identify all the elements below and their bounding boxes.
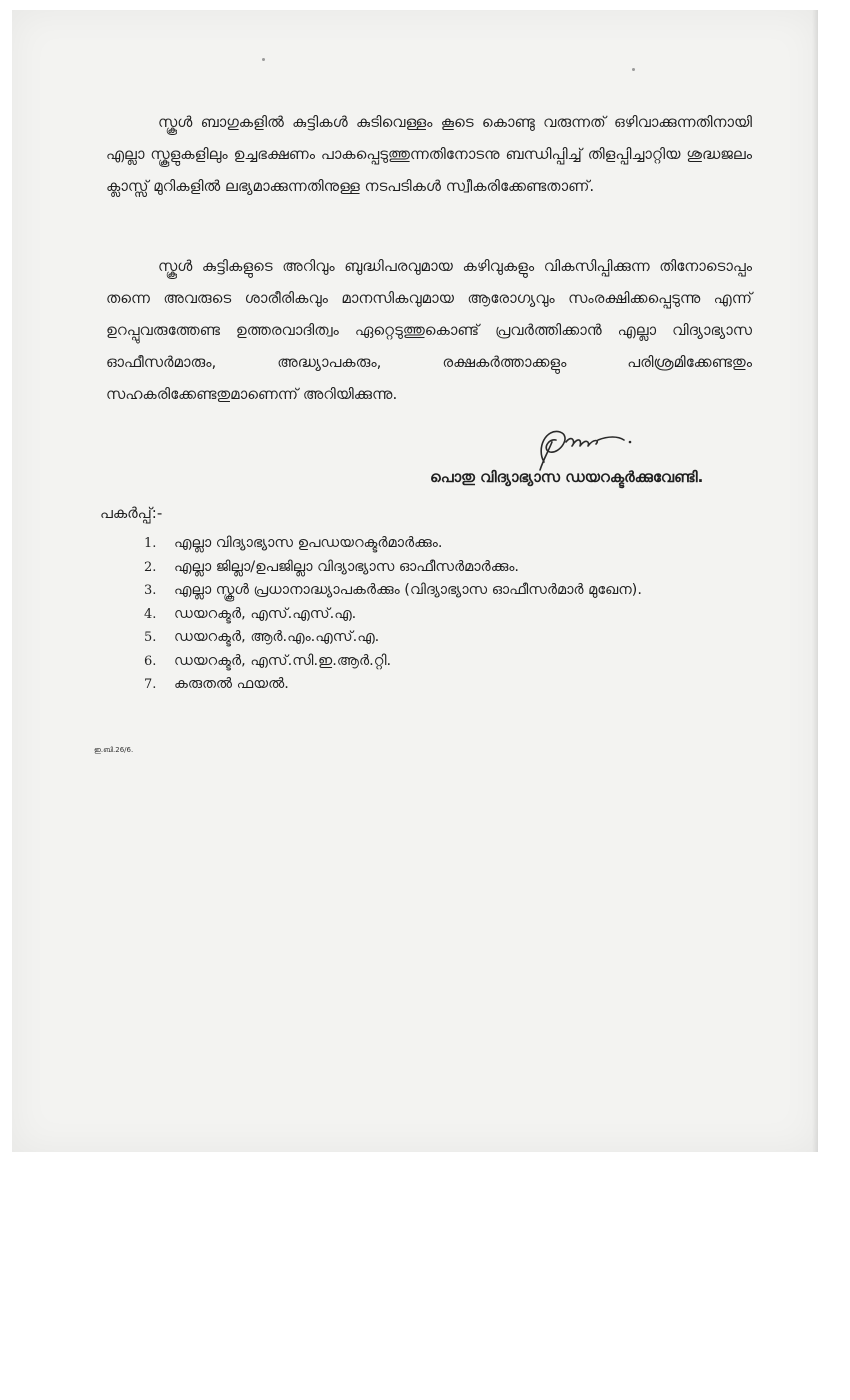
paragraph-2 bbox=[106, 250, 752, 410]
list-item-number: 6. bbox=[144, 653, 157, 669]
list-item bbox=[144, 556, 642, 580]
list-item-text: ഡയറക്ടർ, എസ്.സി.ഇ.ആർ.റ്റി. bbox=[174, 652, 392, 669]
list-item bbox=[144, 579, 642, 603]
scan-speck bbox=[262, 58, 265, 61]
list-item bbox=[144, 650, 642, 674]
list-item-number: 2. bbox=[144, 559, 157, 575]
list-item-text: എല്ലാ വിദ്യാഭ്യാസ ഉപഡയറക്ടർമാർക്കും. bbox=[174, 535, 443, 551]
paragraph-2-text: സ്കൂൾ കുട്ടികളുടെ അറിവും ബുദ്ധിപരവുമായ കഴിവുകളും വികസിപ്പിക്കുന്ന തിനോടൊപ്പം തന്നെ അവരുടെ ശാരീരികവും മാനസികവുമായ ആരോഗ്യവും സംരക്ഷിക്കപ്പെടുന്നു എന്ന് ഉറപ്പുവരുത്തേണ്ട ഉത്തരവാദിത്വം ഏറ്റെടുത്തുകൊണ്ട് പ്രവർത്തിക്കാൻ എല്ലാ വിദ്യാഭ്യാസ ഓഫീസർമാരും, അദ്ധ്യാപകരും, രക്ഷകർത്താക്കളും പരിശ്രമിക്കേണ്ടതും സഹകരിക്കേണ്ടതുമാണെന്ന് അറിയിക്കുന്നു. bbox=[106, 257, 752, 403]
paragraph-1 bbox=[106, 106, 752, 202]
handwritten-signature bbox=[526, 418, 646, 474]
list-item-text: കരുതൽ ഫയൽ. bbox=[174, 676, 289, 692]
list-item-number: 7. bbox=[144, 677, 157, 692]
list-item-text: എല്ലാ സ്കൂൾ പ്രധാനാദ്ധ്യാപകർക്കും (വിദ്യാഭ്യാസ ഓഫീസർമാർ മുഖേന). bbox=[174, 582, 642, 598]
list-item bbox=[144, 603, 642, 627]
list-item-text: എല്ലാ ജില്ലാ/ഉപജില്ലാ വിദ്യാഭ്യാസ ഓഫീസർമാർക്കും. bbox=[174, 558, 520, 575]
list-item bbox=[144, 626, 642, 650]
list-item-number: 4. bbox=[144, 606, 157, 622]
copy-to-label: പകർപ്പ്:- bbox=[100, 504, 163, 522]
list-item-number: 5. bbox=[144, 630, 157, 645]
copy-to-list bbox=[144, 532, 642, 697]
list-item-number: 3. bbox=[144, 583, 157, 598]
list-item-number: 1. bbox=[144, 536, 157, 551]
list-item-text: ഡയറക്ടർ, ആർ.എം.എസ്.എ. bbox=[174, 629, 380, 645]
paragraph-1-text: സ്കൂൾ ബാഗുകളിൽ കുട്ടികൾ കുടിവെള്ളം കൂടെ കൊണ്ടു വരുന്നത് ഒഴിവാക്കുന്നതിനായി എല്ലാ സ്കൂളുകളിലും ഉച്ചഭക്ഷണം പാകപ്പെടുത്തുന്നതിനോടനു ബന്ധിപ്പിച്ച് തിളപ്പിച്ചാറ്റിയ ശുദ്ധജലം ക്ലാസ്സ് മുറികളിൽ ലഭ്യമാക്കുന്നതിനുള്ള നടപടികൾ സ്വീകരിക്കേണ്ടതാണ്. bbox=[106, 113, 752, 195]
footer-code: ഇ.ബി.26/6. bbox=[94, 746, 134, 754]
signatory-title: പൊതു വിദ്യാഭ്യാസ ഡയറക്ടർക്കുവേണ്ടി. bbox=[430, 468, 704, 486]
scan-speck bbox=[632, 68, 635, 71]
list-item bbox=[144, 673, 642, 697]
list-item bbox=[144, 532, 642, 556]
list-item-text: ഡയറക്ടർ, എസ്.എസ്.എ. bbox=[174, 605, 357, 622]
